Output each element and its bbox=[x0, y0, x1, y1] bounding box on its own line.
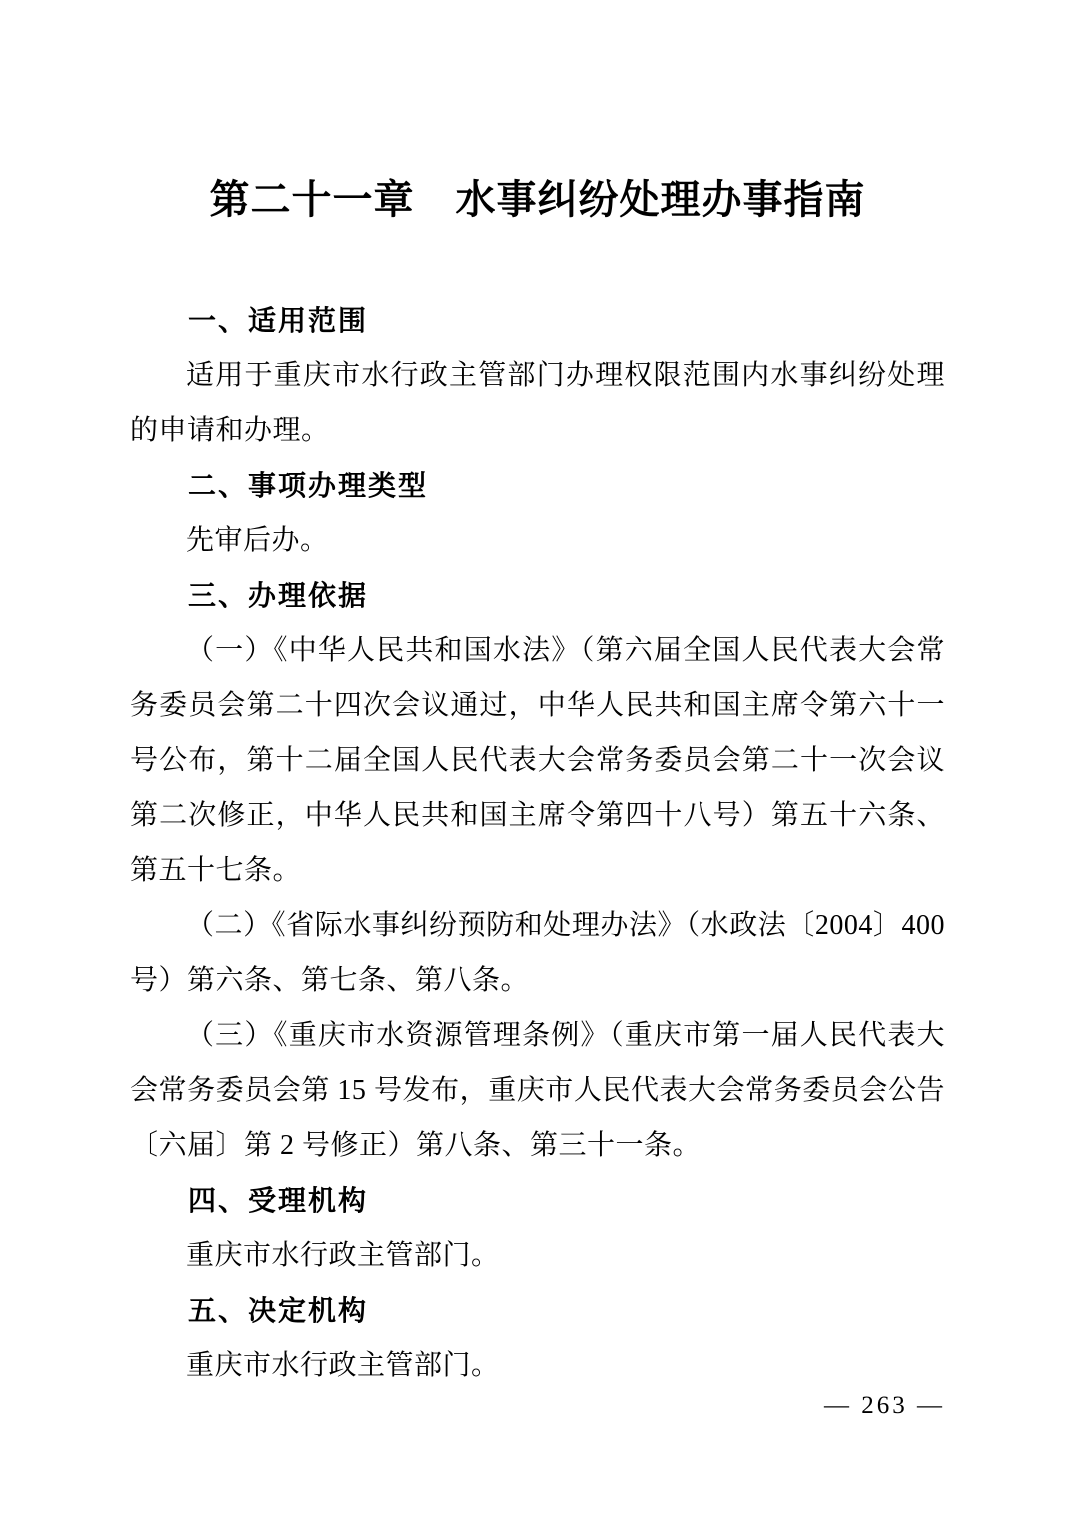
section-heading-scope: 一、适用范围 bbox=[188, 305, 369, 336]
section-accepting-authority bbox=[130, 1173, 945, 1283]
section-legal-basis bbox=[130, 568, 945, 1173]
section-heading-handling-type: 二、事项办理类型 bbox=[188, 470, 429, 501]
chapter-title: 第二十一章 水事纠纷处理办事指南 bbox=[209, 177, 866, 222]
paragraph: 重庆市水行政主管部门。 bbox=[186, 1240, 500, 1271]
paragraph: （二）《省际水事纠纷预防和处理办法》（水政法〔2004〕400 号）第六条、第七条、第八条。 bbox=[130, 910, 945, 996]
paragraph: 先审后办。 bbox=[186, 525, 329, 556]
section-scope bbox=[130, 293, 945, 458]
section-handling-type bbox=[130, 458, 945, 568]
section-heading-accepting-authority: 四、受理机构 bbox=[188, 1185, 369, 1216]
section-heading-deciding-authority: 五、决定机构 bbox=[188, 1295, 369, 1326]
section-heading-legal-basis: 三、办理依据 bbox=[188, 580, 369, 611]
page-number: — 263 — bbox=[824, 1392, 945, 1419]
section-deciding-authority bbox=[130, 1283, 945, 1393]
paragraph: 重庆市水行政主管部门。 bbox=[186, 1350, 500, 1381]
paragraph: （一）《中华人民共和国水法》（第六届全国人民代表大会常务委员会第二十四次会议通过，中华人民共和国主席令第六十一号公布，第十二届全国人民代表大会常务委员会第二十一次会议第二次修正，中华人民共和国主席令第四十八号）第五十六条、第五十七条。 bbox=[130, 635, 945, 886]
paragraph: 适用于重庆市水行政主管部门办理权限范围内水事纠纷处理的申请和办理。 bbox=[130, 360, 945, 446]
paragraph: （三）《重庆市水资源管理条例》（重庆市第一届人民代表大会常务委员会第 15 号发布，重庆市人民代表大会常务委员会公告〔六届〕第 2 号修正）第八条、第三十一条。 bbox=[130, 1020, 945, 1161]
